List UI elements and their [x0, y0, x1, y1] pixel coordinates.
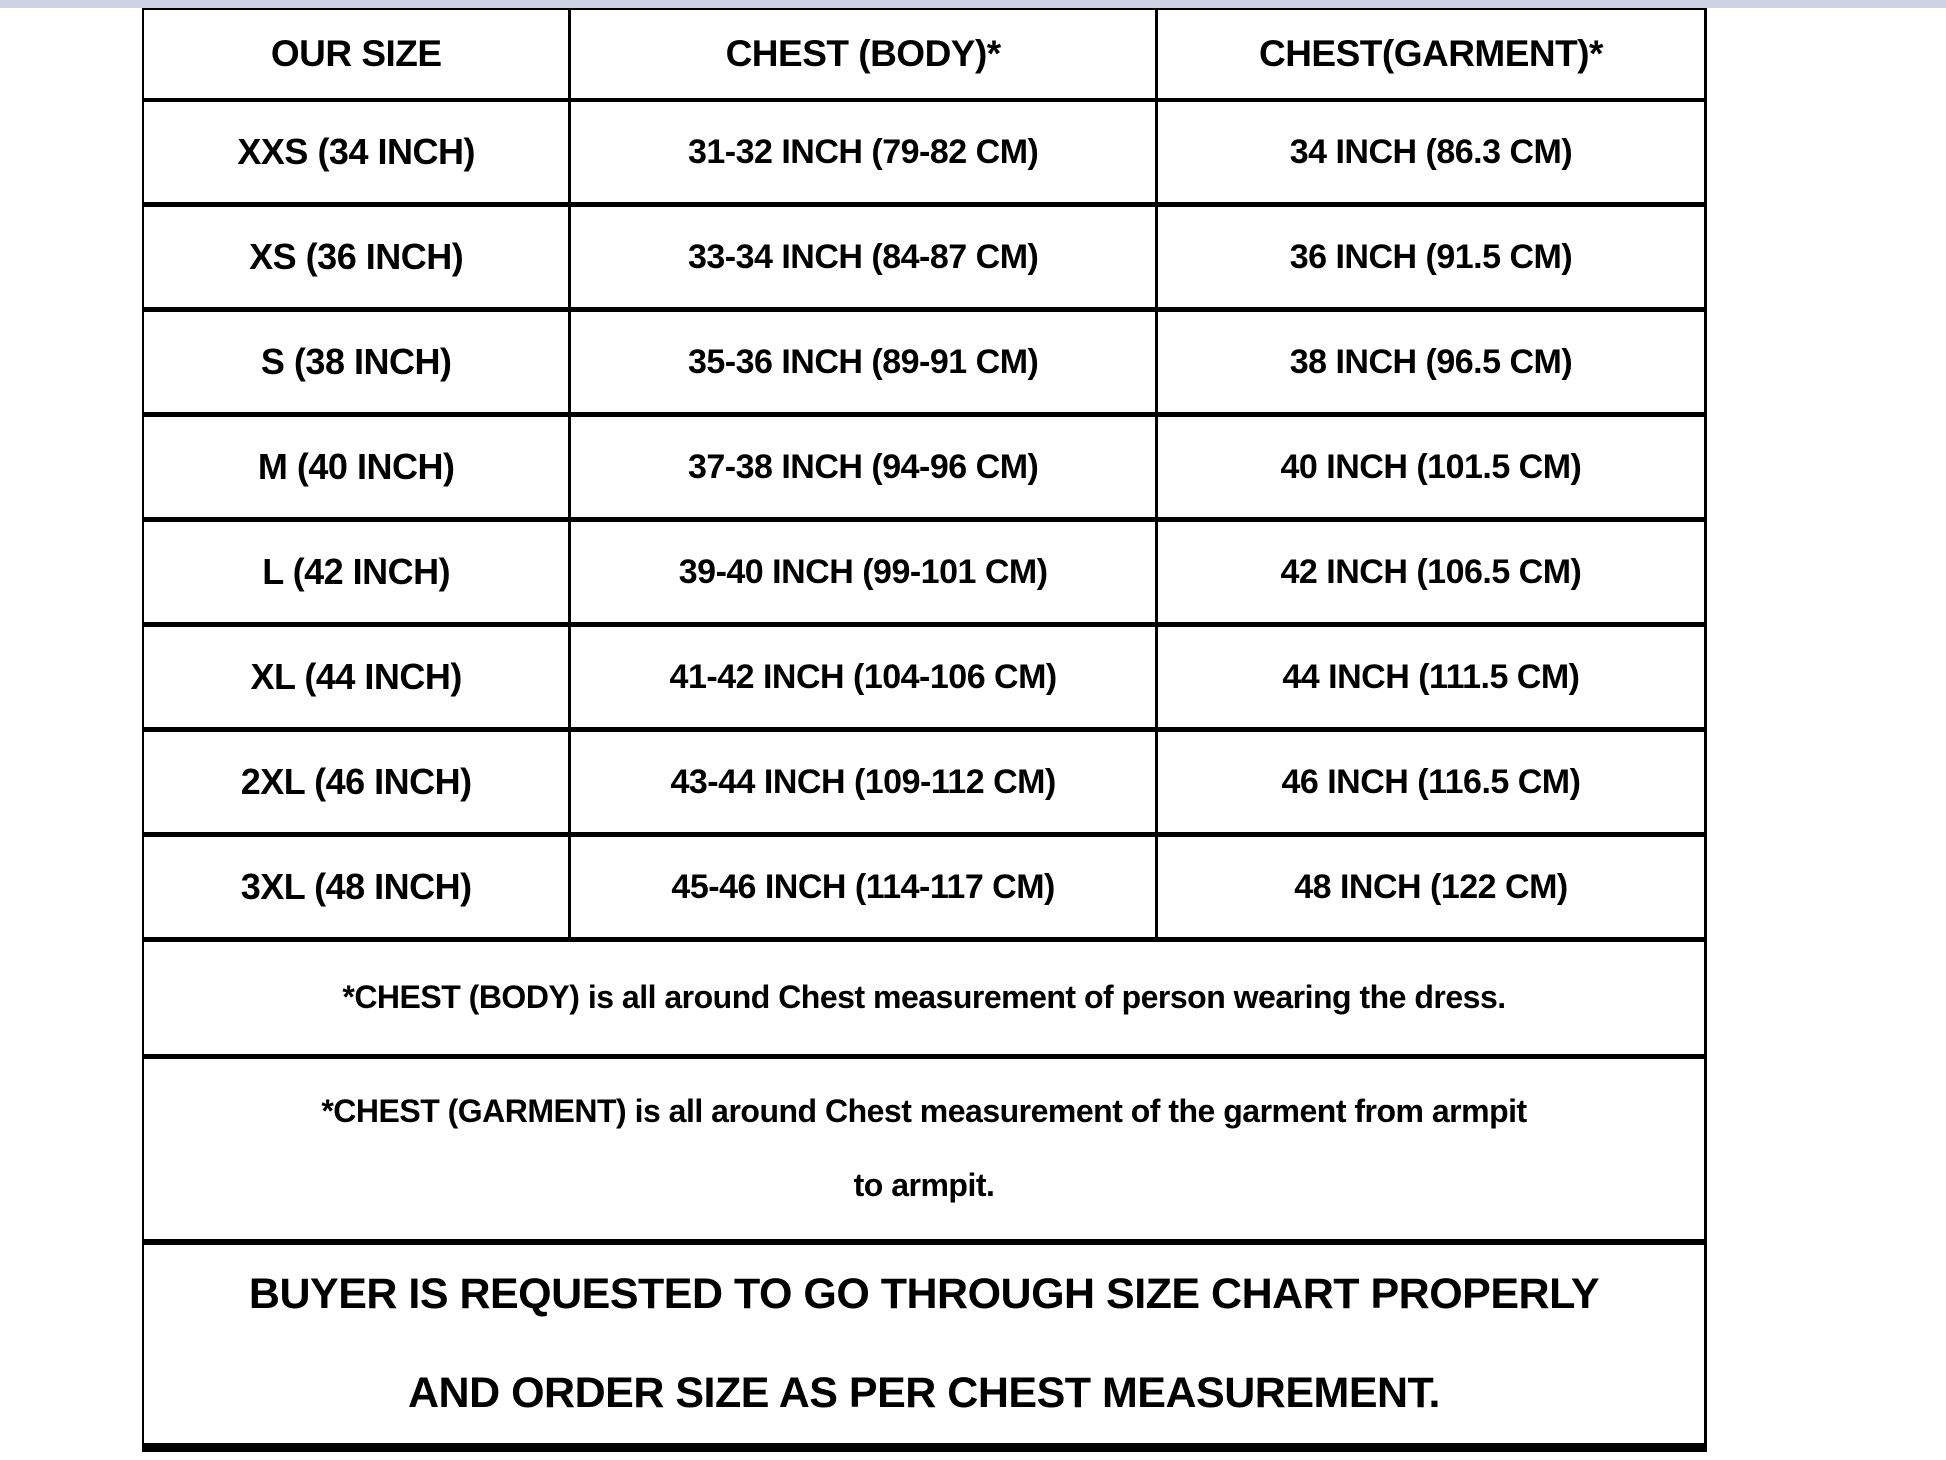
size-table: [144, 10, 1704, 942]
size-cell: XS (36 INCH): [144, 205, 570, 310]
body-cell: 33-34 INCH (84-87 CM): [570, 205, 1157, 310]
buyer-warning-text: BUYER IS REQUESTED TO GO THROUGH SIZE CHART PROPERLY AND ORDER SIZE AS PER CHEST MEASUREMENT.: [248, 1270, 1600, 1418]
table-row: [144, 730, 1704, 835]
size-cell: 2XL (46 INCH): [144, 730, 570, 835]
footnote-chest-body-text: *CHEST (BODY) is all around Chest measurement of person wearing the dress.: [342, 979, 1506, 1016]
body-cell: 41-42 INCH (104-106 CM): [570, 625, 1157, 730]
column-header-our-size: OUR SIZE: [144, 10, 570, 100]
garment-cell: 34 INCH (86.3 CM): [1156, 100, 1704, 205]
body-cell: 45-46 INCH (114-117 CM): [570, 835, 1157, 940]
size-cell: L (42 INCH): [144, 520, 570, 625]
garment-cell: 38 INCH (96.5 CM): [1156, 310, 1704, 415]
column-header-chest-body: CHEST (BODY)*: [570, 10, 1157, 100]
table-row: [144, 310, 1704, 415]
size-chart: [142, 8, 1707, 1452]
footnote-chest-body: [144, 942, 1704, 1059]
garment-cell: 42 INCH (106.5 CM): [1156, 520, 1704, 625]
body-cell: 39-40 INCH (99-101 CM): [570, 520, 1157, 625]
body-cell: 43-44 INCH (109-112 CM): [570, 730, 1157, 835]
size-cell: M (40 INCH): [144, 415, 570, 520]
size-cell: 3XL (48 INCH): [144, 835, 570, 940]
garment-cell: 40 INCH (101.5 CM): [1156, 415, 1704, 520]
table-row: [144, 100, 1704, 205]
garment-cell: 44 INCH (111.5 CM): [1156, 625, 1704, 730]
footnote-chest-garment: [144, 1059, 1704, 1246]
footnote-chest-garment-text: *CHEST (GARMENT) is all around Chest measurement of the garment from armpit to armpit.: [321, 1093, 1527, 1203]
table-row: [144, 205, 1704, 310]
size-table-body: [144, 100, 1704, 940]
body-cell: 37-38 INCH (94-96 CM): [570, 415, 1157, 520]
body-cell: 31-32 INCH (79-82 CM): [570, 100, 1157, 205]
garment-cell: 46 INCH (116.5 CM): [1156, 730, 1704, 835]
table-row: [144, 520, 1704, 625]
body-cell: 35-36 INCH (89-91 CM): [570, 310, 1157, 415]
top-strip: [0, 0, 1946, 8]
table-row: [144, 835, 1704, 940]
size-cell: XL (44 INCH): [144, 625, 570, 730]
header-row: [144, 10, 1704, 100]
garment-cell: 36 INCH (91.5 CM): [1156, 205, 1704, 310]
column-header-chest-garment: CHEST(GARMENT)*: [1156, 10, 1704, 100]
garment-cell: 48 INCH (122 CM): [1156, 835, 1704, 940]
size-cell: S (38 INCH): [144, 310, 570, 415]
size-table-header: [144, 10, 1704, 100]
buyer-warning: [144, 1245, 1704, 1443]
table-row: [144, 625, 1704, 730]
table-row: [144, 415, 1704, 520]
size-cell: XXS (34 INCH): [144, 100, 570, 205]
